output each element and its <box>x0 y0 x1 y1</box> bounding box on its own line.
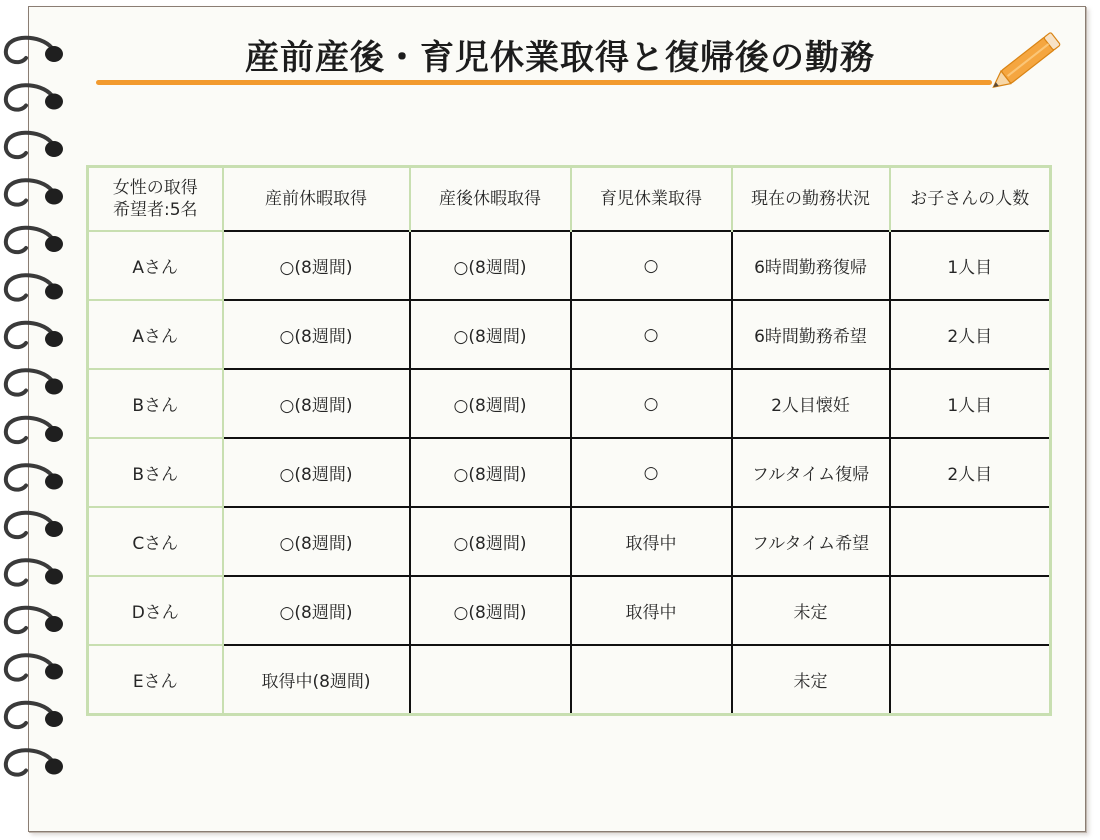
table-cell: ○(8週間) <box>410 576 571 645</box>
ring-hole <box>45 474 63 490</box>
spiral-ring <box>6 180 52 204</box>
table-cell: ○(8週間) <box>223 576 410 645</box>
table-cell <box>890 576 1051 645</box>
table-cell: 1人目 <box>890 369 1051 438</box>
spiral-ring <box>6 750 52 774</box>
spiral-ring <box>6 370 52 394</box>
table-cell: ○ <box>571 369 732 438</box>
table-cell: ○(8週間) <box>223 507 410 576</box>
table-cell: フルタイム希望 <box>732 507 890 576</box>
table-cell: 2人目 <box>890 300 1051 369</box>
ring-hole <box>45 616 63 632</box>
table-row <box>88 369 1051 438</box>
spiral-ring <box>6 228 52 252</box>
table-cell <box>410 645 571 715</box>
column-header: 女性の取得 希望者:5名 <box>112 178 198 220</box>
leave-table-container <box>86 165 1049 703</box>
table-cell: ○(8週間) <box>223 300 410 369</box>
table-cell: フルタイム復帰 <box>732 438 890 507</box>
column-header: 育児休業取得 <box>571 167 732 232</box>
table-cell: ○(8週間) <box>410 507 571 576</box>
spiral-ring <box>6 85 52 109</box>
table-cell <box>890 645 1051 715</box>
title-underline <box>96 80 992 85</box>
spiral-ring <box>6 418 52 442</box>
ring-hole <box>45 189 63 205</box>
table-cell: ○ <box>571 300 732 369</box>
table-cell: Aさん <box>88 231 223 300</box>
table-cell: 6時間勤務希望 <box>732 300 890 369</box>
ring-hole <box>45 94 63 110</box>
ring-hole <box>45 379 63 395</box>
ring-hole <box>45 426 63 442</box>
spiral-ring <box>6 513 52 537</box>
ring-hole <box>45 569 63 585</box>
ring-hole <box>45 711 63 727</box>
table-row <box>88 645 1051 715</box>
table-cell: Cさん <box>88 507 223 576</box>
table-cell: ○(8週間) <box>410 231 571 300</box>
table-cell: 2人目懐妊 <box>732 369 890 438</box>
table-cell: Eさん <box>88 645 223 715</box>
spiral-ring-icon <box>0 22 70 802</box>
table-cell: ○ <box>571 231 732 300</box>
table-cell: Dさん <box>88 576 223 645</box>
table-cell: 1人目 <box>890 231 1051 300</box>
spiral-ring <box>6 133 52 157</box>
table-cell: 2人目 <box>890 438 1051 507</box>
spiral-ring <box>6 275 52 299</box>
ring-hole <box>45 664 63 680</box>
table-cell: ○(8週間) <box>223 438 410 507</box>
table-cell: Bさん <box>88 369 223 438</box>
spiral-ring <box>6 560 52 584</box>
table-cell: 6時間勤務復帰 <box>732 231 890 300</box>
table-cell: 未定 <box>732 576 890 645</box>
table-header-row <box>88 167 1051 232</box>
ring-hole <box>45 141 63 157</box>
spiral-ring <box>6 38 52 62</box>
ring-hole <box>45 521 63 537</box>
table-cell: 未定 <box>732 645 890 715</box>
spiral-ring <box>6 655 52 679</box>
ring-hole <box>45 759 63 775</box>
ring-hole <box>45 236 63 252</box>
table-cell: 取得中(8週間) <box>223 645 410 715</box>
table-row <box>88 231 1051 300</box>
table-body <box>88 231 1051 715</box>
table-cell: ○(8週間) <box>223 231 410 300</box>
leave-table <box>86 165 1052 716</box>
table-row <box>88 438 1051 507</box>
table-cell <box>890 507 1051 576</box>
table-cell: ○(8週間) <box>223 369 410 438</box>
table-cell: ○ <box>571 438 732 507</box>
column-header: 現在の勤務状況 <box>732 167 890 232</box>
table-cell: 取得中 <box>571 576 732 645</box>
table-cell: Bさん <box>88 438 223 507</box>
table-cell <box>571 645 732 715</box>
spiral-binding <box>0 22 70 802</box>
table-cell: ○(8週間) <box>410 369 571 438</box>
table-cell: ○(8週間) <box>410 438 571 507</box>
column-header: 産前休暇取得 <box>223 167 410 232</box>
table-row <box>88 576 1051 645</box>
spiral-ring <box>6 608 52 632</box>
spiral-ring <box>6 465 52 489</box>
table-cell: ○(8週間) <box>410 300 571 369</box>
spiral-ring <box>6 703 52 727</box>
table-cell: 取得中 <box>571 507 732 576</box>
spiral-ring <box>6 323 52 347</box>
table-row <box>88 300 1051 369</box>
column-header: お子さんの人数 <box>890 167 1051 232</box>
page-title: 産前産後・育児休業取得と復帰後の勤務 <box>245 38 875 78</box>
ring-hole <box>45 331 63 347</box>
column-header: 産後休暇取得 <box>410 167 571 232</box>
ring-hole <box>45 284 63 300</box>
pencil-icon <box>990 26 1072 92</box>
table-cell: Aさん <box>88 300 223 369</box>
ring-hole <box>45 46 63 62</box>
table-row <box>88 507 1051 576</box>
